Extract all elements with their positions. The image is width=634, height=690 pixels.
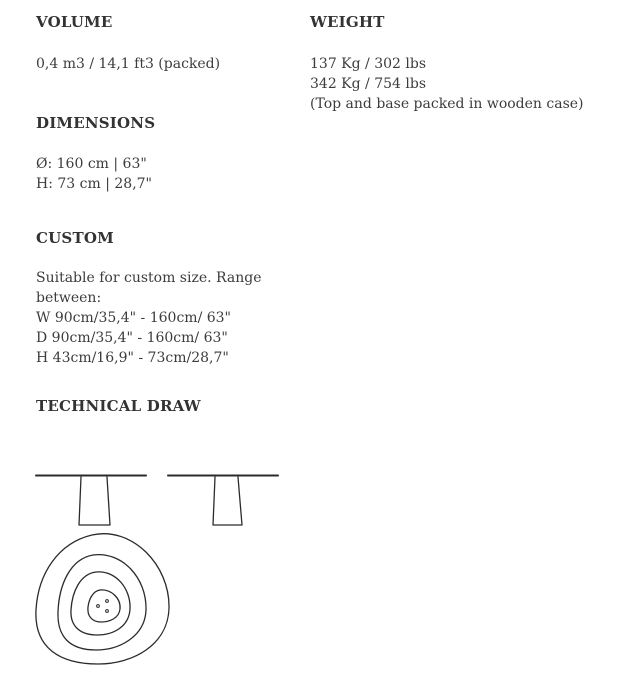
plan-base-outer-contour xyxy=(58,555,146,650)
dimensions-line-diameter: Ø: 160 cm | 63" xyxy=(36,156,147,172)
weight-line-net: 137 Kg / 302 lbs xyxy=(310,56,427,72)
plan-base-inner-contour xyxy=(88,590,120,622)
weight-section xyxy=(310,12,584,114)
front-table-base xyxy=(79,477,110,525)
side-elevation-view xyxy=(168,476,278,526)
plan-fixing-hole-3 xyxy=(106,610,109,613)
plan-fixing-hole-2 xyxy=(97,605,100,608)
volume-heading: VOLUME xyxy=(36,13,113,31)
custom-heading: CUSTOM xyxy=(36,229,114,247)
custom-text xyxy=(36,268,262,368)
custom-line-between: between: xyxy=(36,290,102,306)
weight-text xyxy=(310,54,584,114)
custom-line-width: W 90cm/35,4" - 160cm/ 63" xyxy=(36,310,231,326)
weight-heading: WEIGHT xyxy=(310,13,385,31)
plan-view xyxy=(36,534,169,664)
custom-line-depth: D 90cm/35,4" - 160cm/ 63" xyxy=(36,330,228,346)
custom-line-intro: Suitable for custom size. Range xyxy=(36,270,262,286)
weight-line-note: (Top and base packed in wooden case) xyxy=(310,96,584,112)
technical-draw-heading: TECHNICAL DRAW xyxy=(36,397,201,415)
plan-base-middle-contour xyxy=(71,572,130,635)
custom-line-height: H 43cm/16,9" - 73cm/28,7" xyxy=(36,350,229,366)
dimensions-heading: DIMENSIONS xyxy=(36,114,156,132)
volume-section xyxy=(36,12,220,74)
front-elevation-view xyxy=(36,476,146,526)
weight-line-packed: 342 Kg / 754 lbs xyxy=(310,76,427,92)
dimensions-line-height: H: 73 cm | 28,7" xyxy=(36,176,152,192)
technical-draw-section xyxy=(36,396,201,416)
dimensions-text xyxy=(36,154,155,194)
dimensions-section xyxy=(36,113,155,194)
plan-table-outline xyxy=(36,534,169,664)
side-table-base xyxy=(213,477,242,525)
plan-fixing-hole-1 xyxy=(106,600,109,603)
volume-text xyxy=(36,54,220,74)
volume-line: 0,4 m3 / 14,1 ft3 (packed) xyxy=(36,56,221,72)
custom-section xyxy=(36,228,262,368)
